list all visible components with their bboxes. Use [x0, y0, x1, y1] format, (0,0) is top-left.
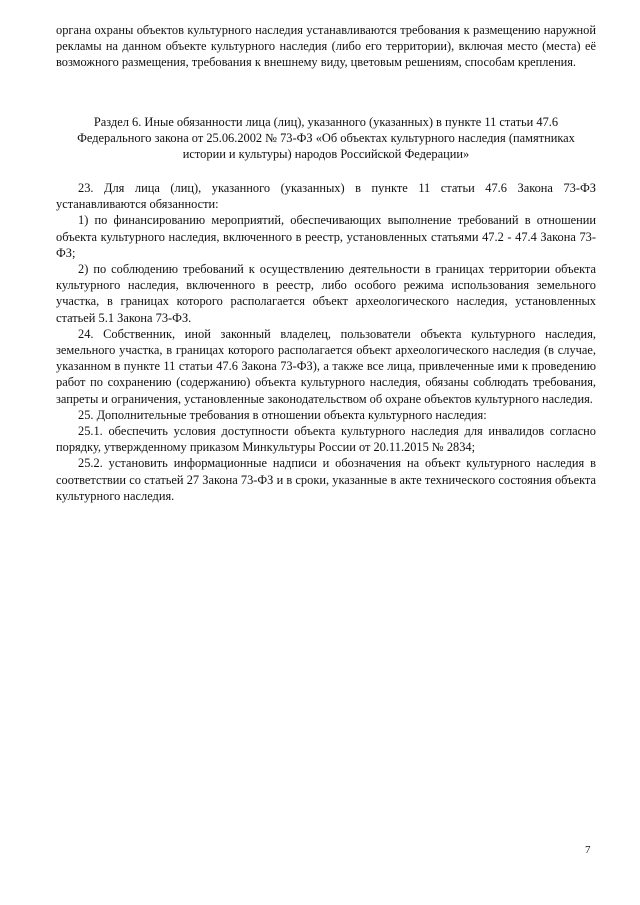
- paragraph-25-1: 25.1. обеспечить условия доступности объекта культурного наследия для инвалидов согласно порядку, утвержденному приказом Минкультуры России от 20.11.2015 № 2834;: [56, 424, 596, 455]
- section-body: [56, 180, 596, 504]
- paragraph-23-item-1: 1) по финансированию мероприятий, обеспечивающих выполнение требований в отношении объекта культурного наследия, включенного в реестр, установленных статьями 47.2 - 47.4 Закона 73-ФЗ;: [56, 213, 596, 260]
- page-number: 7: [585, 844, 591, 856]
- paragraph-24: 24. Собственник, иной законный владелец, пользователи объекта культурного наследия, земельного участка, в границах которого располагается объект археологического наследия (в случае, указанном в пункте 11 статьи 47.6 Закона 73-ФЗ), а также все лица, привлеченные ими к проведению работ по сохранению (содержанию) объекта культурного наследия, обязаны соблюдать требования, запреты и ограничения, установленные законодательством об охране объектов культурного наследия.: [56, 326, 596, 406]
- intro-paragraph: органа охраны объектов культурного наследия устанавливаются требования к размещению наружной рекламы на данном объекте культурного наследия (либо его территории), включая место (места) её возможного размещения, требования к внешнему виду, цветовым решениям, способам крепления.: [56, 23, 596, 70]
- paragraph-25: 25. Дополнительные требования в отношении объекта культурного наследия:: [78, 407, 487, 422]
- paragraph-25-2: 25.2. установить информационные надписи и обозначения на объект культурного наследия в соответствии со статьей 27 Закона 73-ФЗ и в сроки, указанные в акте технического состояния объекта культурного наследия.: [56, 456, 596, 503]
- intro-paragraph-block: [56, 22, 596, 71]
- paragraph-23-item-2: 2) по соблюдению требований к осуществлению деятельности в границах территории объекта культурного наследия, включенного в реестр, либо особого режима использования земельного участка, в границах которого располагается объект археологического наследия, установленных статьей 5.1 Закона 73-ФЗ.: [56, 262, 596, 325]
- section-heading: Раздел 6. Иные обязанности лица (лиц), указанного (указанных) в пункте 11 статьи 47.6 Федерального закона от 25.06.2002 № 73-ФЗ «Об объектах культурного наследия (памятниках истории и культуры) народов Российской Федерации»: [77, 115, 575, 162]
- paragraph-23: 23. Для лица (лиц), указанного (указанных) в пункте 11 статьи 47.6 Закона 73-ФЗ устанавливаются обязанности:: [56, 181, 596, 212]
